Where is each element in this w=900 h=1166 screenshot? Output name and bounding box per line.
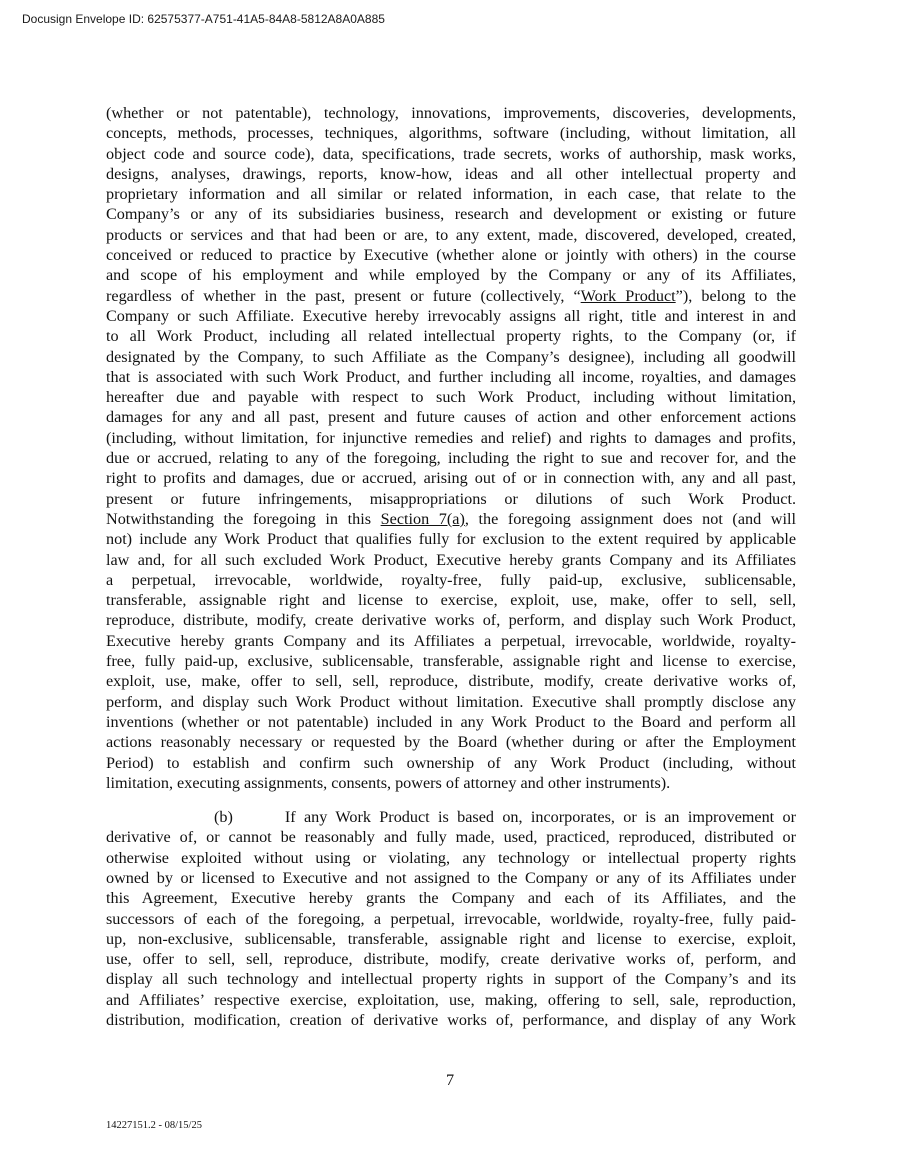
text-line: object code and source code), data, specifications, trade secrets, works of authorship, mask works,	[106, 144, 796, 163]
text-line: conceived or reduced to practice by Executive (whether alone or jointly with others) in the course	[106, 246, 796, 265]
envelope-id: Docusign Envelope ID: 62575377-A751-41A5-84A8-5812A8A0A885	[22, 12, 385, 26]
text-line: designs, analyses, drawings, reports, know-how, ideas and all other intellectual property and	[106, 164, 796, 183]
text-line: not) include any Work Product that qualifies fully for exclusion to the extent required by applicable	[106, 530, 796, 549]
section-reference: Section 7(a)	[380, 509, 465, 528]
page-number: 7	[445, 1071, 455, 1089]
text-line: successors of each of the foregoing, a perpetual, irrevocable, worldwide, royalty-free, fully paid-	[106, 909, 796, 928]
text-line: distribution, modification, creation of derivative works of, performance, and display of any Work	[106, 1011, 796, 1030]
text-line: and scope of his employment and while employed by the Company or any of its Affiliates,	[106, 266, 796, 285]
text-line: right to profits and damages, due or accrued, arising out of or in connection with, any and all past,	[106, 469, 796, 488]
text-line: Period) to establish and confirm such ownership of any Work Product (including, without	[106, 753, 796, 772]
text-line: designated by the Company, to such Affiliate as the Company’s designee), including all goodwill	[106, 347, 796, 366]
text-line: inventions (whether or not patentable) included in any Work Product to the Board and perform all	[106, 712, 796, 731]
document-body	[106, 103, 796, 1030]
text-line: Company or such Affiliate. Executive hereby irrevocably assigns all right, title and interest in and	[106, 306, 796, 325]
text-line: exploit, use, make, offer to sell, sell, reproduce, distribute, modify, create derivative works of,	[106, 672, 796, 691]
text-line: free, fully paid-up, exclusive, sublicensable, transferable, assignable right and license to exercise,	[106, 652, 796, 671]
text-line: hereafter due and payable with respect to such Work Product, including without limitation,	[106, 388, 796, 407]
text-line: law and, for all such excluded Work Product, Executive hereby grants Company and its Affiliates	[106, 550, 796, 569]
text-line: a perpetual, irrevocable, worldwide, royalty-free, fully paid-up, exclusive, sublicensable,	[106, 570, 796, 589]
text-line: due or accrued, relating to any of the foregoing, including the right to sue and recover for, and the	[106, 449, 796, 468]
paragraph-a	[106, 103, 796, 793]
document-id: 14227151.2 - 08/15/25	[106, 1120, 202, 1131]
text-line: that is associated with such Work Product, and further including all income, royalties, and damages	[106, 367, 796, 386]
text-line: and Affiliates’ respective exercise, exploitation, use, making, offering to sell, sale, reproduction,	[106, 990, 796, 1009]
text-fragment: ”), belong to the	[675, 286, 797, 305]
text-line	[106, 807, 796, 827]
text-fragment: regardless of whether in the past, present or future (collectively, “	[106, 286, 581, 305]
subsection-marker: (b)	[214, 808, 233, 827]
text-line: products or services and that had been or are, to any extent, made, discovered, developed, created,	[106, 225, 796, 244]
text-fragment: Notwithstanding the foregoing in this	[106, 509, 381, 528]
text-line: damages for any and all past, present and future causes of action and other enforcement actions	[106, 408, 796, 427]
text-line: reproduce, distribute, modify, create derivative works of, perform, and display such Work Product,	[106, 611, 796, 630]
text-line: limitation, executing assignments, consents, powers of attorney and other instruments).	[106, 773, 671, 792]
text-line: present or future infringements, misappropriations or dilutions of such Work Product.	[106, 489, 796, 508]
text-line: display all such technology and intellectual property rights in support of the Company’s and its	[106, 970, 796, 989]
text-line	[106, 286, 796, 306]
text-line: Executive hereby grants Company and its Affiliates a perpetual, irrevocable, worldwide, royalty-	[106, 631, 796, 650]
text-line: actions reasonably necessary or requested by the Board (whether during or after the Employment	[106, 733, 796, 752]
text-fragment: If any Work Product is based on, incorporates, or is an improvement or	[284, 808, 796, 827]
text-line: derivative of, or cannot be reasonably and fully made, used, practiced, reproduced, distributed or	[106, 828, 796, 847]
text-line	[106, 509, 796, 529]
text-line: to all Work Product, including all related intellectual property rights, to the Company (or, if	[106, 327, 796, 346]
text-line: perform, and display such Work Product without limitation. Executive shall promptly disclose any	[106, 692, 796, 711]
text-line: owned by or licensed to Executive and not assigned to the Company or any of its Affiliates under	[106, 868, 796, 887]
text-line: concepts, methods, processes, techniques, algorithms, software (including, without limitation, all	[106, 124, 796, 143]
text-line: (including, without limitation, for injunctive remedies and relief) and rights to damages and profits,	[106, 428, 796, 447]
text-line: this Agreement, Executive hereby grants the Company and each of its Affiliates, and the	[106, 889, 796, 908]
text-line: otherwise exploited without using or violating, any technology or intellectual property rights	[106, 848, 796, 867]
text-line: up, non-exclusive, sublicensable, transferable, assignable right and license to exercise, exploit,	[106, 929, 796, 948]
text-line: Company’s or any of its subsidiaries business, research and development or existing or future	[106, 205, 796, 224]
text-line: (whether or not patentable), technology, innovations, improvements, discoveries, developments,	[106, 104, 796, 122]
text-fragment: , the foregoing assignment does not (and will	[464, 509, 796, 528]
text-line: use, offer to sell, sell, reproduce, distribute, modify, create derivative works of, perform, and	[106, 950, 796, 969]
defined-term-work-product: Work Product	[580, 286, 676, 305]
text-line: proprietary information and all similar or related information, in each case, that relate to the	[106, 185, 796, 204]
text-line: transferable, assignable right and license to exercise, exploit, use, make, offer to sell, sell,	[106, 591, 796, 610]
paragraph-b	[106, 807, 796, 1030]
